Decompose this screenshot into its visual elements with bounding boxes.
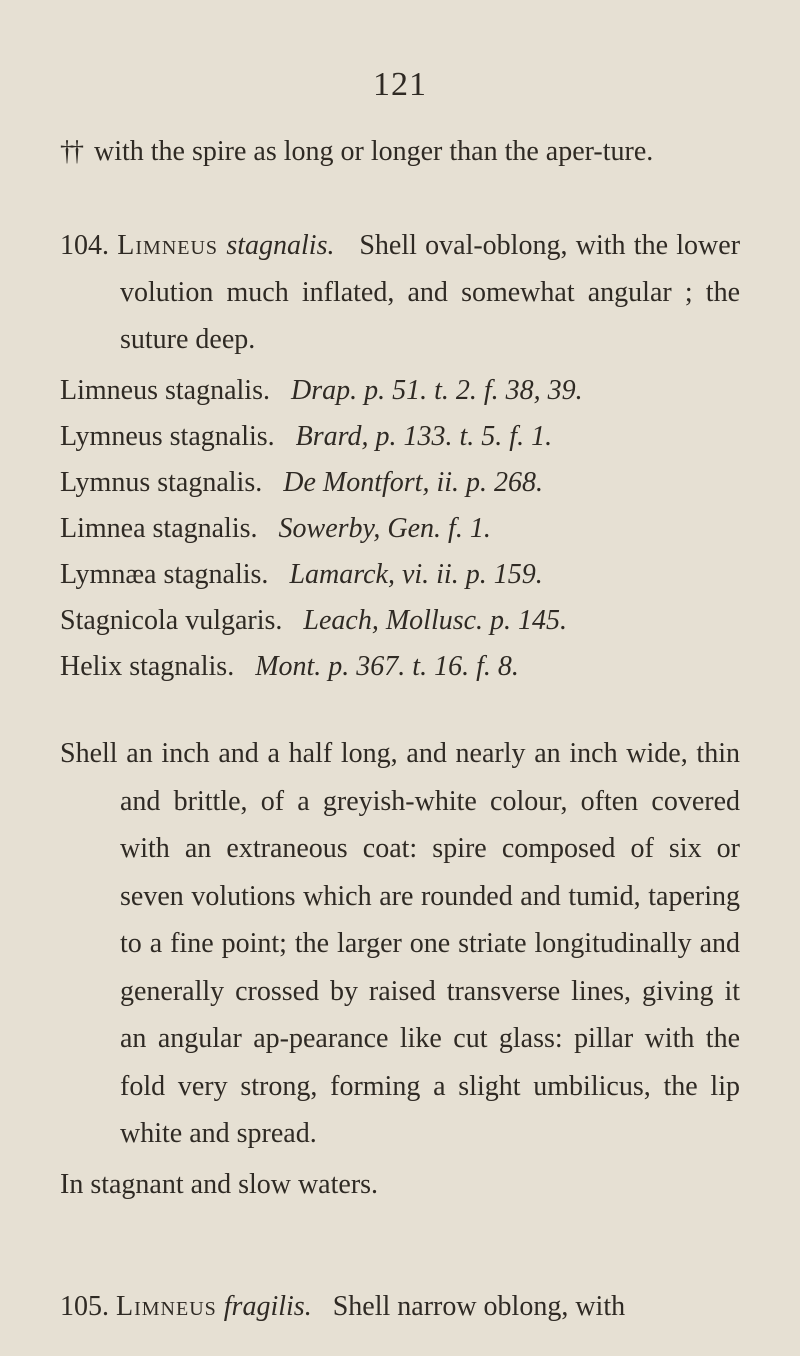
synonym-reference: Mont. p. 367. t. 16. f. 8. — [255, 651, 519, 682]
species-description: Shell oval-oblong, with the lower volution much inflated, and somewhat angular ; the suture deep. — [120, 230, 741, 355]
species-105-entry — [60, 1290, 625, 1324]
species-104-entry — [60, 222, 740, 363]
synonym-name: Lymnæa stagnalis. — [60, 559, 269, 590]
long-description-text: Shell an inch and a half long, and nearly an inch wide, thin and brittle, of a greyish-white colour, often covered with an extraneous coat: spire composed of six or seven volutions which are rounded and tumid, tapering to a fine point; the larger one striate longitudinally and generally crossed by raised transverse lines, giving it an angular ap-pearance like cut glass: pillar with the fold very strong, forming a slight umbilicus, the lip white and spread. — [60, 738, 740, 1149]
synonym-reference: Sowerby, Gen. f. 1. — [278, 513, 491, 544]
synonym-name: Helix stagnalis. — [60, 651, 235, 682]
synonym-line — [60, 466, 543, 500]
species-number: 105. — [60, 1291, 109, 1322]
synonym-name: Lymneus stagnalis. — [60, 421, 275, 452]
synonym-line — [60, 512, 491, 546]
synonym-name: Lymnus stagnalis. — [60, 467, 263, 498]
synonym-reference: Drap. p. 51. t. 2. f. 38, 39. — [290, 375, 583, 406]
genus-name: Limneus — [116, 1291, 217, 1322]
species-name: stagnalis. — [226, 230, 335, 261]
synonym-name: Limneus stagnalis. — [60, 375, 270, 406]
section-header-text: with the spire as long or longer than the aper-ture. — [94, 136, 654, 167]
genus-name: Limneus — [117, 230, 219, 261]
synonym-reference: Brard, p. 133. t. 5. f. 1. — [295, 421, 553, 452]
synonym-reference: De Montfort, ii. p. 268. — [283, 467, 543, 498]
page-number: 121 — [373, 66, 427, 103]
synonym-line — [60, 604, 567, 638]
synonym-name: Limnea stagnalis. — [60, 513, 258, 544]
synonym-line — [60, 420, 552, 454]
section-header — [60, 130, 740, 174]
synonym-line — [60, 650, 519, 684]
synonym-name: Stagnicola vulgaris. — [60, 605, 283, 636]
synonym-line — [60, 374, 583, 408]
synonym-reference: Lamarck, vi. ii. p. 159. — [289, 559, 543, 590]
double-dagger-icon: †† — [60, 136, 80, 167]
species-104-long-description — [60, 730, 740, 1158]
synonym-reference: Leach, Mollusc. p. 145. — [303, 605, 568, 636]
species-name: fragilis. — [223, 1291, 312, 1322]
species-description: Shell narrow oblong, with — [332, 1291, 626, 1322]
species-number: 104. — [60, 230, 109, 261]
habitat-text: In stagnant and slow waters. — [60, 1169, 379, 1200]
synonym-line — [60, 558, 543, 592]
